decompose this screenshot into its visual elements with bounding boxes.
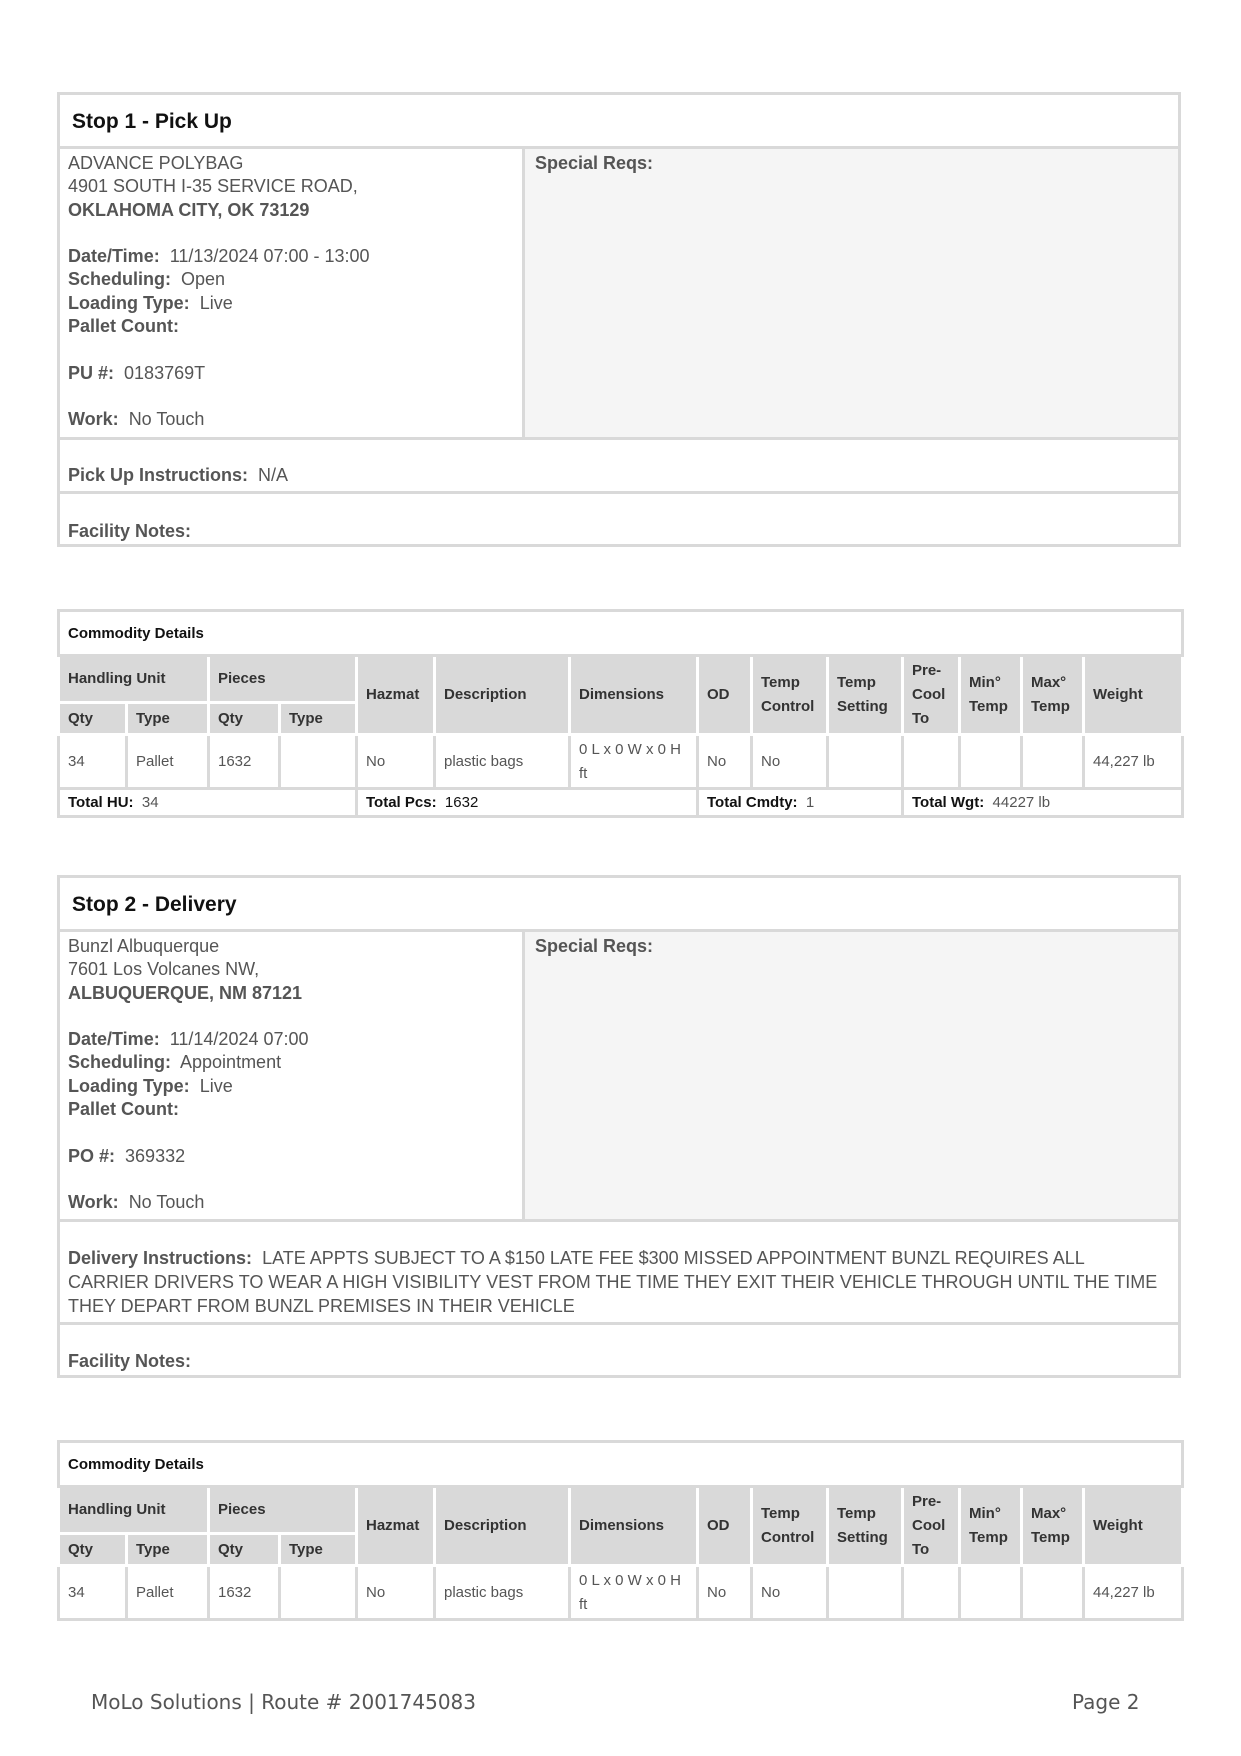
total-wgt: Total Wgt: 44227 lb: [903, 789, 1183, 817]
stop-2-instructions: [60, 1222, 1178, 1325]
cell-hu-type: Pallet: [127, 735, 209, 789]
stop-1-address: 4901 SOUTH I-35 SERVICE ROAD,: [68, 176, 358, 197]
stop-2-city: ALBUQUERQUE, NM 87121: [68, 982, 303, 1003]
cell-min-temp: [960, 1566, 1022, 1620]
cell-temp-control: No: [752, 735, 828, 789]
col-hu-qty: Qty: [59, 703, 127, 735]
commodity-1-totals: [59, 789, 1183, 817]
cell-temp-setting: [828, 1566, 903, 1620]
stop-2-special-label: Special Reqs:: [535, 936, 654, 956]
col-dimensions: Dimensions: [570, 656, 698, 735]
col-hu-type: Type: [127, 703, 209, 735]
stop-1-facility-notes: [60, 494, 1178, 545]
commodity-table-2: [57, 1440, 1184, 1621]
col-hu-type: Type: [127, 1534, 209, 1566]
cell-max-temp: [1022, 1566, 1084, 1620]
stop-1-special-reqs: [525, 149, 1178, 437]
cell-dimensions: 0 L x 0 W x 0 H ft: [570, 735, 698, 789]
cell-temp-setting: [828, 735, 903, 789]
stop-1-instructions: [60, 440, 1178, 494]
col-temp-setting: Temp Setting: [828, 1487, 903, 1566]
footer-page-number: Page 2: [1072, 1690, 1140, 1714]
cell-od: No: [698, 735, 752, 789]
commodity-2-row: [59, 1566, 1183, 1620]
stop-2-panel: [57, 875, 1181, 1378]
col-description: Description: [435, 1487, 570, 1566]
cell-pcs-qty: 1632: [209, 735, 280, 789]
col-hazmat: Hazmat: [357, 656, 435, 735]
col-max-temp: Max° Temp: [1022, 1487, 1084, 1566]
cell-pcs-qty: 1632: [209, 1566, 280, 1620]
commodity-2-title: Commodity Details: [59, 1442, 1183, 1487]
stop-1-ref-label: PU #:: [68, 362, 115, 383]
stop-2-ref: 369332: [125, 1145, 186, 1166]
col-hu-qty: Qty: [59, 1534, 127, 1566]
stop-2-loading: Live: [199, 1075, 233, 1096]
col-pieces: Pieces: [209, 1487, 357, 1534]
stop-1-loading: Live: [199, 292, 233, 313]
total-hu: Total HU: 34: [59, 789, 357, 817]
stop-2-datetime-label: Date/Time:: [68, 1029, 160, 1050]
cell-hu-qty: 34: [59, 735, 127, 789]
col-temp-control: Temp Control: [752, 1487, 828, 1566]
cell-description: plastic bags: [435, 1566, 570, 1620]
col-max-temp: Max° Temp: [1022, 656, 1084, 735]
stop-2-pallet-label: Pallet Count:: [68, 1099, 179, 1120]
col-dimensions: Dimensions: [570, 1487, 698, 1566]
cell-pre-cool: [903, 735, 960, 789]
stop-1-work: No Touch: [128, 409, 205, 430]
col-pieces: Pieces: [209, 656, 357, 703]
stop-2-loading-label: Loading Type:: [68, 1075, 190, 1096]
cell-min-temp: [960, 735, 1022, 789]
cell-pcs-type: [280, 1566, 357, 1620]
col-handling-unit: Handling Unit: [59, 1487, 209, 1534]
stop-2-work-label: Work:: [68, 1192, 119, 1213]
stop-2-instructions-label: Delivery Instructions:: [68, 1248, 253, 1268]
stop-1-company: ADVANCE POLYBAG: [68, 153, 244, 173]
cell-weight: 44,227 lb: [1084, 1566, 1183, 1620]
col-hazmat: Hazmat: [357, 1487, 435, 1566]
commodity-1-row: [59, 735, 1183, 789]
stop-1-pallet-label: Pallet Count:: [68, 316, 179, 337]
col-min-temp: Min° Temp: [960, 1487, 1022, 1566]
stop-1-instructions-text: N/A: [258, 465, 289, 485]
stop-1-address-block: [60, 149, 525, 437]
cell-pcs-type: [280, 735, 357, 789]
cell-weight: 44,227 lb: [1084, 735, 1183, 789]
col-pcs-qty: Qty: [209, 1534, 280, 1566]
total-pcs: Total Pcs: 1632: [357, 789, 698, 817]
col-weight: Weight: [1084, 656, 1183, 735]
stop-2-address: 7601 Los Volcanes NW,: [68, 959, 260, 980]
stop-1-loading-label: Loading Type:: [68, 292, 190, 313]
col-pcs-type: Type: [280, 703, 357, 735]
stop-2-title: Stop 2 - Delivery: [60, 878, 1178, 932]
col-pre-cool: Pre- Cool To: [903, 656, 960, 735]
stop-2-work: No Touch: [128, 1192, 205, 1213]
stop-2-scheduling-label: Scheduling:: [68, 1052, 171, 1073]
col-temp-setting: Temp Setting: [828, 656, 903, 735]
col-od: OD: [698, 1487, 752, 1566]
col-handling-unit: Handling Unit: [59, 656, 209, 703]
stop-1-facility-label: Facility Notes:: [68, 521, 192, 541]
cell-pre-cool: [903, 1566, 960, 1620]
stop-1-work-label: Work:: [68, 409, 119, 430]
cell-od: No: [698, 1566, 752, 1620]
stop-1-datetime: 11/13/2024 07:00 - 13:00: [169, 246, 370, 267]
total-cmdty: Total Cmdty: 1: [698, 789, 903, 817]
stop-2-facility-label: Facility Notes:: [68, 1351, 192, 1371]
stop-2-ref-label: PO #:: [68, 1145, 116, 1166]
col-temp-control: Temp Control: [752, 656, 828, 735]
cell-max-temp: [1022, 735, 1084, 789]
cell-temp-control: No: [752, 1566, 828, 1620]
stop-1-special-label: Special Reqs:: [535, 153, 654, 173]
stop-1-panel: [57, 92, 1181, 547]
cell-description: plastic bags: [435, 735, 570, 789]
cell-hu-type: Pallet: [127, 1566, 209, 1620]
stop-1-scheduling-label: Scheduling:: [68, 269, 171, 290]
cell-hazmat: No: [357, 735, 435, 789]
stop-2-special-reqs: [525, 932, 1178, 1219]
commodity-1-title: Commodity Details: [59, 611, 1183, 656]
stop-2-instructions-text: LATE APPTS SUBJECT TO A $150 LATE FEE $300 MISSED APPOINTMENT BUNZL REQUIRES ALL CARRIER DRIVERS TO WEAR A HIGH VISIBILITY VEST FROM THE TIME THEY EXIT THEIR VEHICLE THROUGH UNTIL THE TIME THEY DEPART FROM BUNZL PREMISES IN THEIR VEHICLE: [68, 1248, 1158, 1316]
footer-route: MoLo Solutions | Route # 2001745083: [91, 1690, 476, 1714]
cell-dimensions: 0 L x 0 W x 0 H ft: [570, 1566, 698, 1620]
col-pcs-type: Type: [280, 1534, 357, 1566]
stop-1-ref: 0183769T: [124, 362, 206, 383]
cell-hu-qty: 34: [59, 1566, 127, 1620]
stop-1-city: OKLAHOMA CITY, OK 73129: [68, 199, 310, 220]
cell-hazmat: No: [357, 1566, 435, 1620]
col-min-temp: Min° Temp: [960, 656, 1022, 735]
col-description: Description: [435, 656, 570, 735]
stop-1-datetime-label: Date/Time:: [68, 246, 160, 267]
col-weight: Weight: [1084, 1487, 1183, 1566]
stop-1-instructions-label: Pick Up Instructions:: [68, 465, 249, 485]
stop-2-datetime: 11/14/2024 07:00: [169, 1029, 309, 1050]
commodity-table-1: [57, 609, 1184, 818]
stop-2-facility-notes: [60, 1325, 1178, 1375]
stop-1-scheduling: Open: [181, 269, 226, 290]
stop-2-company: Bunzl Albuquerque: [68, 936, 220, 956]
stop-2-address-block: [60, 932, 525, 1219]
col-od: OD: [698, 656, 752, 735]
col-pcs-qty: Qty: [209, 703, 280, 735]
stop-1-title: Stop 1 - Pick Up: [60, 95, 1178, 149]
col-pre-cool: Pre- Cool To: [903, 1487, 960, 1566]
stop-2-scheduling: Appointment: [180, 1052, 282, 1073]
